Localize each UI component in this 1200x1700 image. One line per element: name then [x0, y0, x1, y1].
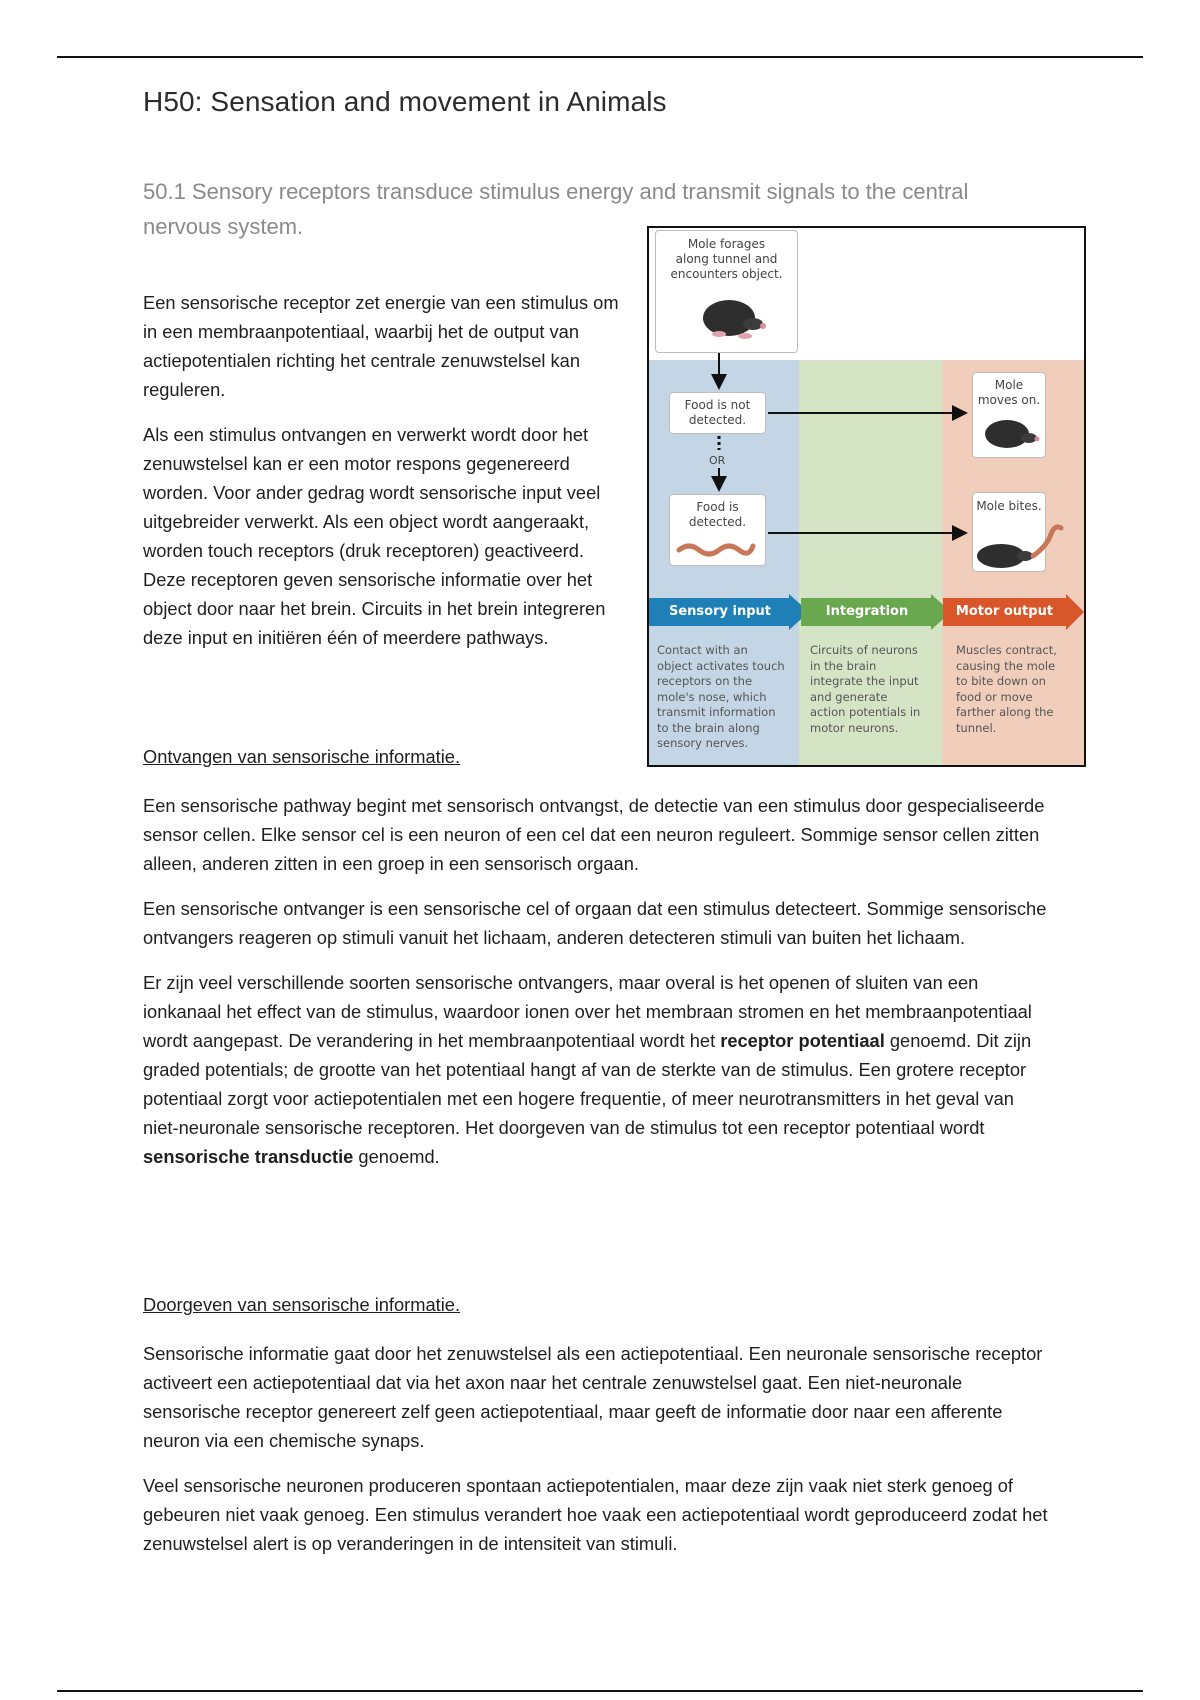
term-sensory-transduction: sensorische transductie [143, 1146, 354, 1167]
sensory-pathway-figure [647, 226, 1086, 767]
mole-moves-on-box: Mole moves on. [972, 372, 1046, 458]
term-receptor-potential: receptor potentiaal [720, 1030, 885, 1051]
receiving-paragraph: Er zijn veel verschillende soorten sensorische ontvangers, maar overal is het openen of sluiten van een ionkanaal het effect van de stimulus, waardoor ionen over het membraan stromen en het membraanpotentiaal wordt aangepast. De verandering in het membraanpotentiaal wordt het receptor potentiaal genoemd. Dit zijn graded potentials; de grootte van het potentiaal hangt af van de sterkte van de stimulus. Een grotere receptor potentiaal zorgt voor actiepotentialen met een hogere frequentie, of meer neurotransmitters in het geval van niet-neuronale sensorische receptoren. Het doorgeven van de stimulus tot een receptor potentiaal wordt sensorische transductie genoemd. [143, 972, 1032, 1167]
mole-illustration-start [703, 300, 766, 339]
mole-illustration-moves [985, 420, 1040, 448]
receiving-paragraph: Een sensorische ontvanger is een sensorische cel of orgaan dat een stimulus detecteert. Sommige sensorische ontvangers reageren op stimuli vanuit het lichaam, anderen detecteren stimuli van buiten het lichaam. [143, 898, 1047, 948]
intro-text [143, 288, 629, 668]
transmitting-paragraph: Sensorische informatie gaat door het zenuwstelsel als een actiepotentiaal. Een neuronale sensorische receptor activeert een actiepotentiaal dat via het axon naar het centrale zenuwstelsel gaat. Een niet-neuronale sensorische receptor genereert zelf geen actiepotentiaal, maar geeft de informatie door naar een afferente neuron via een chemische synaps. [143, 1343, 1043, 1451]
bottom-rule [57, 1690, 1143, 1692]
page-title: H50: Sensation and movement in Animals [143, 86, 667, 117]
sensory-input-arrow [649, 594, 809, 630]
receiving-paragraph: Een sensorische pathway begint met sensorisch ontvangst, de detectie van een stimulus door gespecialiseerde sensor cellen. Elke sensor cel is een neuron of een cel dat een neuron reguleert. Sommige sensor cellen zitten alleen, anderen zitten in een groep in een sensorisch orgaan. [143, 795, 1045, 874]
integration-arrow [801, 594, 951, 630]
motor-output-label: Motor output [955, 604, 1054, 619]
transmitting-body [143, 1339, 1048, 1574]
integration-description: Circuits of neurons in the brain integrate the input and generate action potentials in motor neurons. [810, 643, 921, 735]
mole-bites-box: Mole bites. [972, 492, 1046, 572]
sensory-input-label: Sensory input [668, 604, 771, 619]
sensory-input-description: Contact with an object activates touch receptors on the mole's nose, which transmit information to the brain along sensory nerves. [657, 643, 785, 750]
top-rule [57, 56, 1143, 58]
food-detected-box: Food is detected. [669, 494, 766, 566]
mole-illustration-bites [977, 527, 1061, 568]
receiving-heading: Ontvangen van sensorische informatie. [143, 746, 461, 767]
section-heading: 50.1 Sensory receptors transduce stimulus energy and transmit signals to the central nervous system. [143, 179, 969, 239]
food-not-detected-box: Food is not detected. [669, 392, 766, 434]
transmitting-paragraph: Veel sensorische neuronen produceren spontaan actiepotentialen, maar deze zijn vaak niet sterk genoeg of gebeuren niet vaak genoeg. Een stimulus verandert hoe vaak een actiepotentiaal wordt geproduceerd zodat het zenuwstelsel alert is op veranderingen in de intensiteit van stimuli. [143, 1475, 1048, 1554]
motor-output-arrow [943, 594, 1084, 630]
integration-label: Integration [825, 604, 909, 619]
intro-paragraph: Als een stimulus ontvangen en verwerkt wordt door het zenuwstelsel kan er een motor respons gegenereerd worden. Voor ander gedrag wordt sensorische input veel uitgebreider verwerkt. Als een object wordt aangeraakt, worden touch receptors (druk receptoren) geactiveerd. Deze receptoren geven sensorische informatie over het object door naar het brein. Circuits in het brein integreren deze input en initiëren één of meerdere pathways. [143, 424, 606, 648]
intro-paragraph: Een sensorische receptor zet energie van een stimulus om in een membraanpotentiaal, waarbij het de output van actiepotentialen richting het centrale zenuwstelsel kan reguleren. [143, 292, 619, 400]
worm-illustration [679, 546, 753, 554]
transmitting-heading: Doorgeven van sensorische informatie. [143, 1294, 461, 1315]
or-label: OR [709, 454, 726, 467]
receiving-body [143, 791, 1048, 1187]
motor-output-description: Muscles contract, causing the mole to bite down on food or move farther along the tunnel. [956, 643, 1057, 735]
mole-forages-box: Mole forages along tunnel and encounters object. [655, 230, 798, 353]
